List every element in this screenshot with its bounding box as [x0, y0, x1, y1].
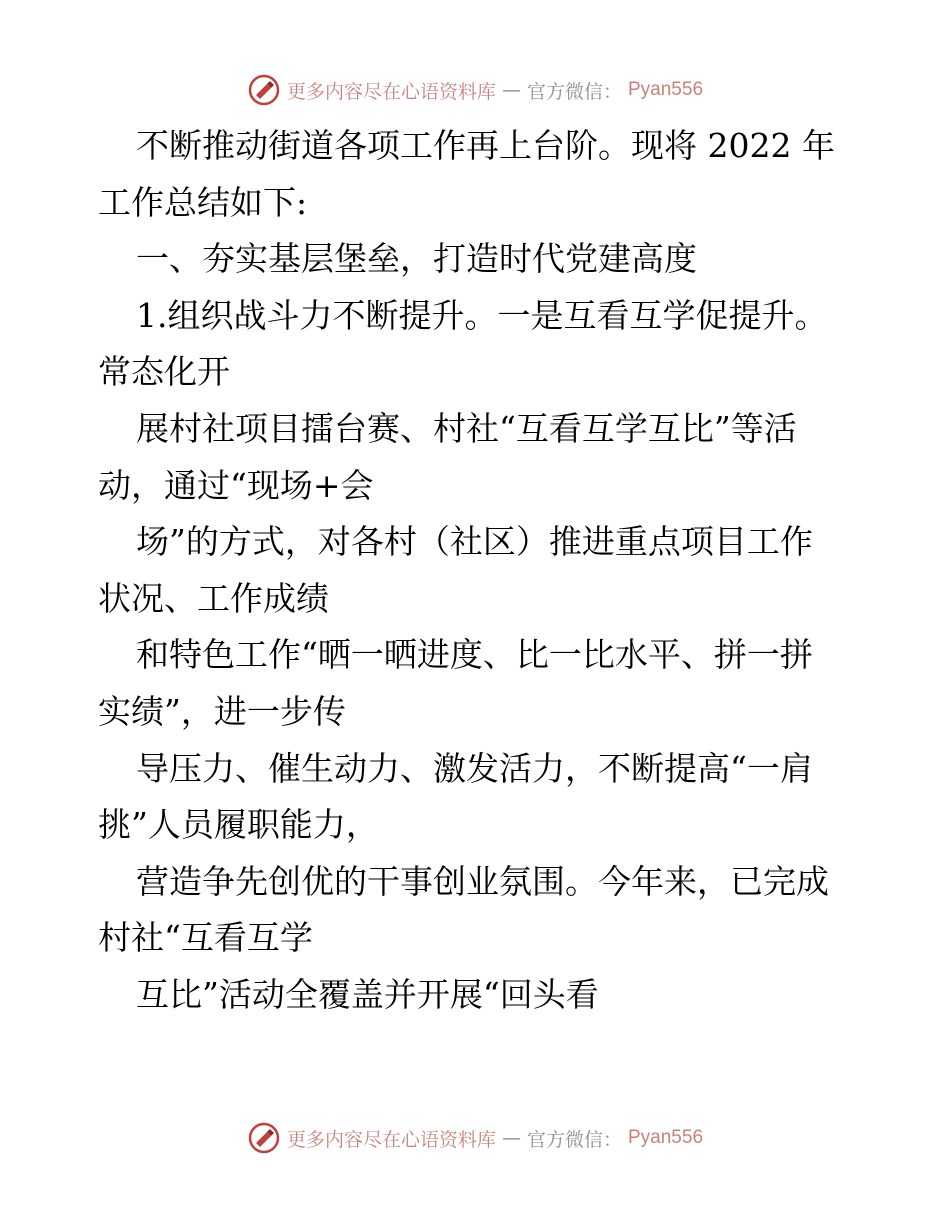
body-line: 常态化开 [98, 352, 230, 392]
watermark-wechat-id: Pyan556 [628, 79, 704, 100]
body-line: 状况、工作成绩 [98, 578, 329, 618]
footer-watermark [0, 1118, 950, 1158]
body-line: 营造争先创优的干事创业氛围。今年来，已完成 [136, 861, 829, 901]
pen-logo-icon [247, 1121, 281, 1155]
body-line: 和特色工作“晒一晒进度、比一比水平、拼一拼 [136, 635, 813, 675]
body-line: 实绩”，进一步传 [98, 691, 346, 731]
watermark-sub-text: 官方微信： [526, 80, 622, 103]
body-line: 工作总结如下: [98, 182, 308, 222]
watermark-main-text: 更多内容尽在心语资料库 [286, 1128, 496, 1151]
body-line: 不断推动街道各项工作再上台阶。现将 2022 年 [136, 126, 835, 165]
body-line: 展村社项目擂台赛、村社“互看互学互比”等活 [136, 408, 797, 448]
header-watermark [0, 70, 950, 110]
body-line: 挑”人员履职能力， [98, 805, 379, 845]
body-line: 动，通过“现场+会 [98, 465, 374, 505]
document-body [98, 118, 858, 1024]
watermark-main-text: 更多内容尽在心语资料库 [286, 80, 496, 103]
body-line: 导压力、催生动力、激发活力，不断提高“一肩 [136, 748, 813, 788]
body-line: 互比”活动全覆盖并开展“回头看 [136, 974, 599, 1014]
section-heading: 一、夯实基层堡垒，打造时代党建高度 [136, 239, 697, 279]
watermark-separator: — [501, 1127, 521, 1149]
body-line: 村社“互看互学 [98, 918, 313, 958]
watermark-wechat-id: Pyan556 [628, 1127, 704, 1148]
watermark-sub-text: 官方微信： [526, 1128, 622, 1151]
watermark-separator: — [501, 79, 521, 101]
pen-logo-icon [247, 73, 281, 107]
body-line: 场”的方式，对各村（社区）推进重点项目工作 [136, 522, 813, 562]
body-line: 1.组织战斗力不断提升。一是互看互学促提升。 [136, 295, 828, 335]
